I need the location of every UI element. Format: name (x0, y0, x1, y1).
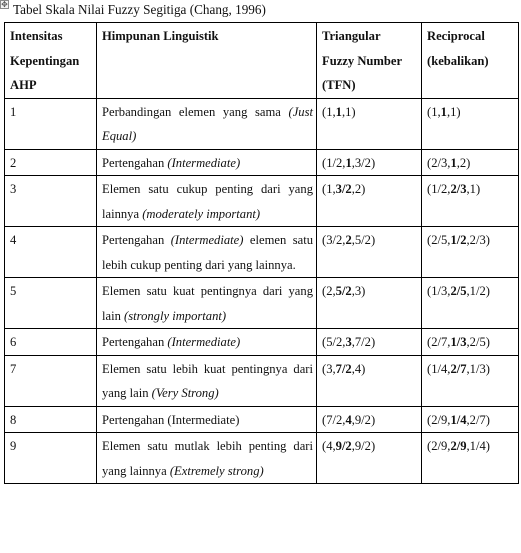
reciprocal-cell: (1,1,1) (422, 98, 519, 149)
intensity-cell: 6 (5, 329, 97, 356)
tfn-cell: (1/2,1,3/2) (317, 149, 422, 176)
table-row (5, 329, 519, 356)
tfn-cell: (3,7/2,4) (317, 355, 422, 406)
linguistic-cell: Elemen satu kuat pentingnya dari yang lain (strongly important) (97, 278, 317, 329)
table-row (5, 149, 519, 176)
linguistic-cell: Perbandingan elemen yang sama (Just Equal) (97, 98, 317, 149)
intensity-cell: 9 (5, 433, 97, 484)
linguistic-cell: Pertengahan (Intermediate) (97, 406, 317, 433)
reciprocal-cell: (1/3,2/5,1/2) (422, 278, 519, 329)
table-caption: Tabel Skala Nilai Fuzzy Segitiga (Chang, 1996) (13, 2, 266, 17)
table-row (5, 278, 519, 329)
linguistic-cell: Pertengahan (Intermediate) elemen satu lebih cukup penting dari yang lainnya. (97, 227, 317, 278)
move-arrows-icon: ✥ (1, 0, 8, 9)
table-header-row (5, 23, 519, 99)
table-row (5, 406, 519, 433)
table-row (5, 433, 519, 484)
table-move-handle[interactable] (0, 0, 9, 9)
tfn-cell: (1,3/2,2) (317, 176, 422, 227)
linguistic-cell: Elemen satu mutlak lebih penting dari yang lainnya (Extremely strong) (97, 433, 317, 484)
tfn-cell: (4,9/2,9/2) (317, 433, 422, 484)
linguistic-cell: Pertengahan (Intermediate) (97, 149, 317, 176)
tfn-cell: (5/2,3,7/2) (317, 329, 422, 356)
tfn-cell: (2,5/2,3) (317, 278, 422, 329)
intensity-cell: 2 (5, 149, 97, 176)
tfn-cell: (7/2,4,9/2) (317, 406, 422, 433)
tfn-cell: (3/2,2,5/2) (317, 227, 422, 278)
header-tfn: Triangular Fuzzy Number (TFN) (317, 23, 422, 99)
intensity-cell: 1 (5, 98, 97, 149)
linguistic-cell: Elemen satu cukup penting dari yang lainnya (moderately important) (97, 176, 317, 227)
reciprocal-cell: (1/4,2/7,1/3) (422, 355, 519, 406)
linguistic-cell: Pertengahan (Intermediate) (97, 329, 317, 356)
linguistic-cell: Elemen satu lebih kuat pentingnya dari yang lain (Very Strong) (97, 355, 317, 406)
reciprocal-cell: (2/5,1/2,2/3) (422, 227, 519, 278)
table-row (5, 176, 519, 227)
header-linguistic: Himpunan Linguistik (97, 23, 317, 99)
intensity-cell: 3 (5, 176, 97, 227)
table-row (5, 355, 519, 406)
table-row (5, 98, 519, 149)
header-reciprocal: Reciprocal (kebalikan) (422, 23, 519, 99)
reciprocal-cell: (2/3,1,2) (422, 149, 519, 176)
reciprocal-cell: (1/2,2/3,1) (422, 176, 519, 227)
table-row (5, 227, 519, 278)
intensity-cell: 8 (5, 406, 97, 433)
reciprocal-cell: (2/9,2/9,1/4) (422, 433, 519, 484)
intensity-cell: 5 (5, 278, 97, 329)
header-intensity: Intensitas Kepentingan AHP (5, 23, 97, 99)
fuzzy-scale-table (4, 22, 519, 484)
tfn-cell: (1,1,1) (317, 98, 422, 149)
reciprocal-cell: (2/7,1/3,2/5) (422, 329, 519, 356)
intensity-cell: 4 (5, 227, 97, 278)
reciprocal-cell: (2/9,1/4,2/7) (422, 406, 519, 433)
intensity-cell: 7 (5, 355, 97, 406)
